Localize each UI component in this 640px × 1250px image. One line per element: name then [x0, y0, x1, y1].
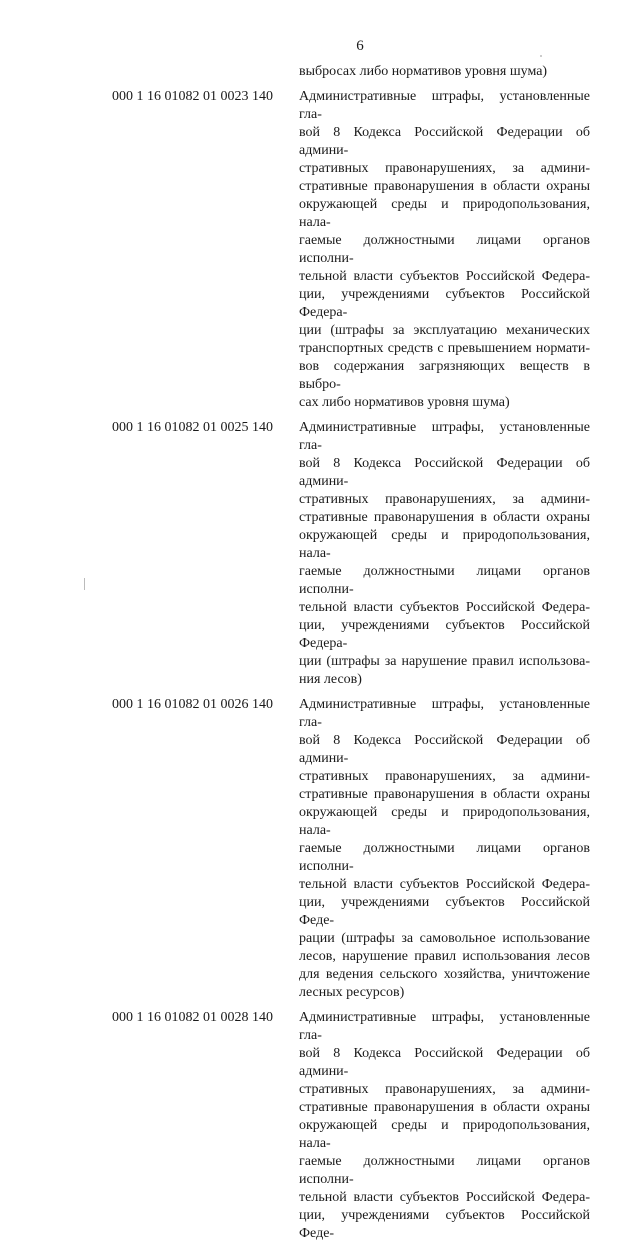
text-line: тельной власти субъектов Российской Федера- — [299, 877, 590, 892]
text-line: окружающей среды и природопользования, нала- — [299, 805, 590, 838]
text-line: ции (штрафы за эксплуатацию механических — [299, 323, 590, 338]
budget-code: 000 1 16 01082 01 0026 140 — [112, 697, 273, 712]
text-line: гаемые должностными лицами органов исполни- — [299, 841, 590, 874]
text-line: Административные штрафы, установленные гла- — [299, 697, 590, 730]
text-line: выбросах либо нормативов уровня шума) — [299, 64, 548, 79]
text-line: вой 8 Кодекса Российской Федерации об админи- — [299, 456, 590, 489]
text-line: ции, учреждениями субъектов Российской Федера- — [299, 287, 590, 320]
continuation-row — [0, 63, 640, 81]
text-line: для ведения сельского хозяйства, уничтожение — [299, 967, 590, 982]
text-line: тельной власти субъектов Российской Федера- — [299, 600, 590, 615]
text-line: вой 8 Кодекса Российской Федерации об админи- — [299, 125, 590, 158]
text-line: гаемые должностными лицами органов исполни- — [299, 233, 590, 266]
text-line: ции, учреждениями субъектов Российской Феде- — [299, 895, 590, 928]
text-line: тельной власти субъектов Российской Федера- — [299, 269, 590, 284]
text-line: гаемые должностными лицами органов исполни- — [299, 564, 590, 597]
entry-row — [0, 696, 640, 1002]
text-line: стративные правонарушения в области охраны — [299, 1100, 590, 1115]
text-line: сах либо нормативов уровня шума) — [299, 395, 510, 410]
text-line: ции (штрафы за нарушение правил использова- — [299, 654, 590, 669]
text-line: ции, учреждениями субъектов Российской Феде- — [299, 1208, 590, 1241]
continuation-text — [299, 63, 590, 81]
budget-code: 000 1 16 01082 01 0028 140 — [112, 1010, 273, 1025]
text-line: лесов, нарушение правил использования лесов — [299, 949, 590, 964]
text-line: стративных правонарушениях, за админи- — [299, 492, 590, 507]
entry-row — [0, 1009, 640, 1243]
text-line: рации (штрафы за самовольное использование — [299, 931, 590, 946]
budget-code: 000 1 16 01082 01 0023 140 — [112, 89, 273, 104]
text-line: тельной власти субъектов Российской Федера- — [299, 1190, 590, 1205]
text-line: окружающей среды и природопользования, нала- — [299, 528, 590, 561]
text-line: окружающей среды и природопользования, нала- — [299, 197, 590, 230]
text-line: окружающей среды и природопользования, нала- — [299, 1118, 590, 1151]
text-line: гаемые должностными лицами органов исполни- — [299, 1154, 590, 1187]
entry-row — [0, 88, 640, 412]
entries-list — [0, 88, 640, 1243]
text-line: Административные штрафы, установленные гла- — [299, 1010, 590, 1043]
text-line: стративные правонарушения в области охраны — [299, 179, 590, 194]
entry-description — [299, 419, 590, 689]
entry-description — [299, 88, 590, 412]
entry-description — [299, 696, 590, 1002]
entry-description — [299, 1009, 590, 1243]
text-line: стративных правонарушениях, за админи- — [299, 1082, 590, 1097]
text-line: вов содержания загрязняющих веществ в выбро- — [299, 359, 590, 392]
entry-row — [0, 419, 640, 689]
scan-speck — [540, 55, 542, 57]
text-line: ния лесов) — [299, 672, 362, 687]
text-line: стративных правонарушениях, за админи- — [299, 161, 590, 176]
page-number: 6 — [356, 38, 364, 54]
text-line: стративные правонарушения в области охраны — [299, 510, 590, 525]
document-body — [0, 63, 640, 1250]
text-line: вой 8 Кодекса Российской Федерации об админи- — [299, 733, 590, 766]
text-line: лесных ресурсов) — [299, 985, 405, 1000]
text-line: вой 8 Кодекса Российской Федерации об админи- — [299, 1046, 590, 1079]
budget-code: 000 1 16 01082 01 0025 140 — [112, 420, 273, 435]
text-line: Административные штрафы, установленные гла- — [299, 89, 590, 122]
text-line: стративных правонарушениях, за админи- — [299, 769, 590, 784]
text-line: ции, учреждениями субъектов Российской Федера- — [299, 618, 590, 651]
text-line: стративные правонарушения в области охраны — [299, 787, 590, 802]
text-line: Административные штрафы, установленные гла- — [299, 420, 590, 453]
text-line: транспортных средств с превышением нормати- — [299, 341, 590, 356]
